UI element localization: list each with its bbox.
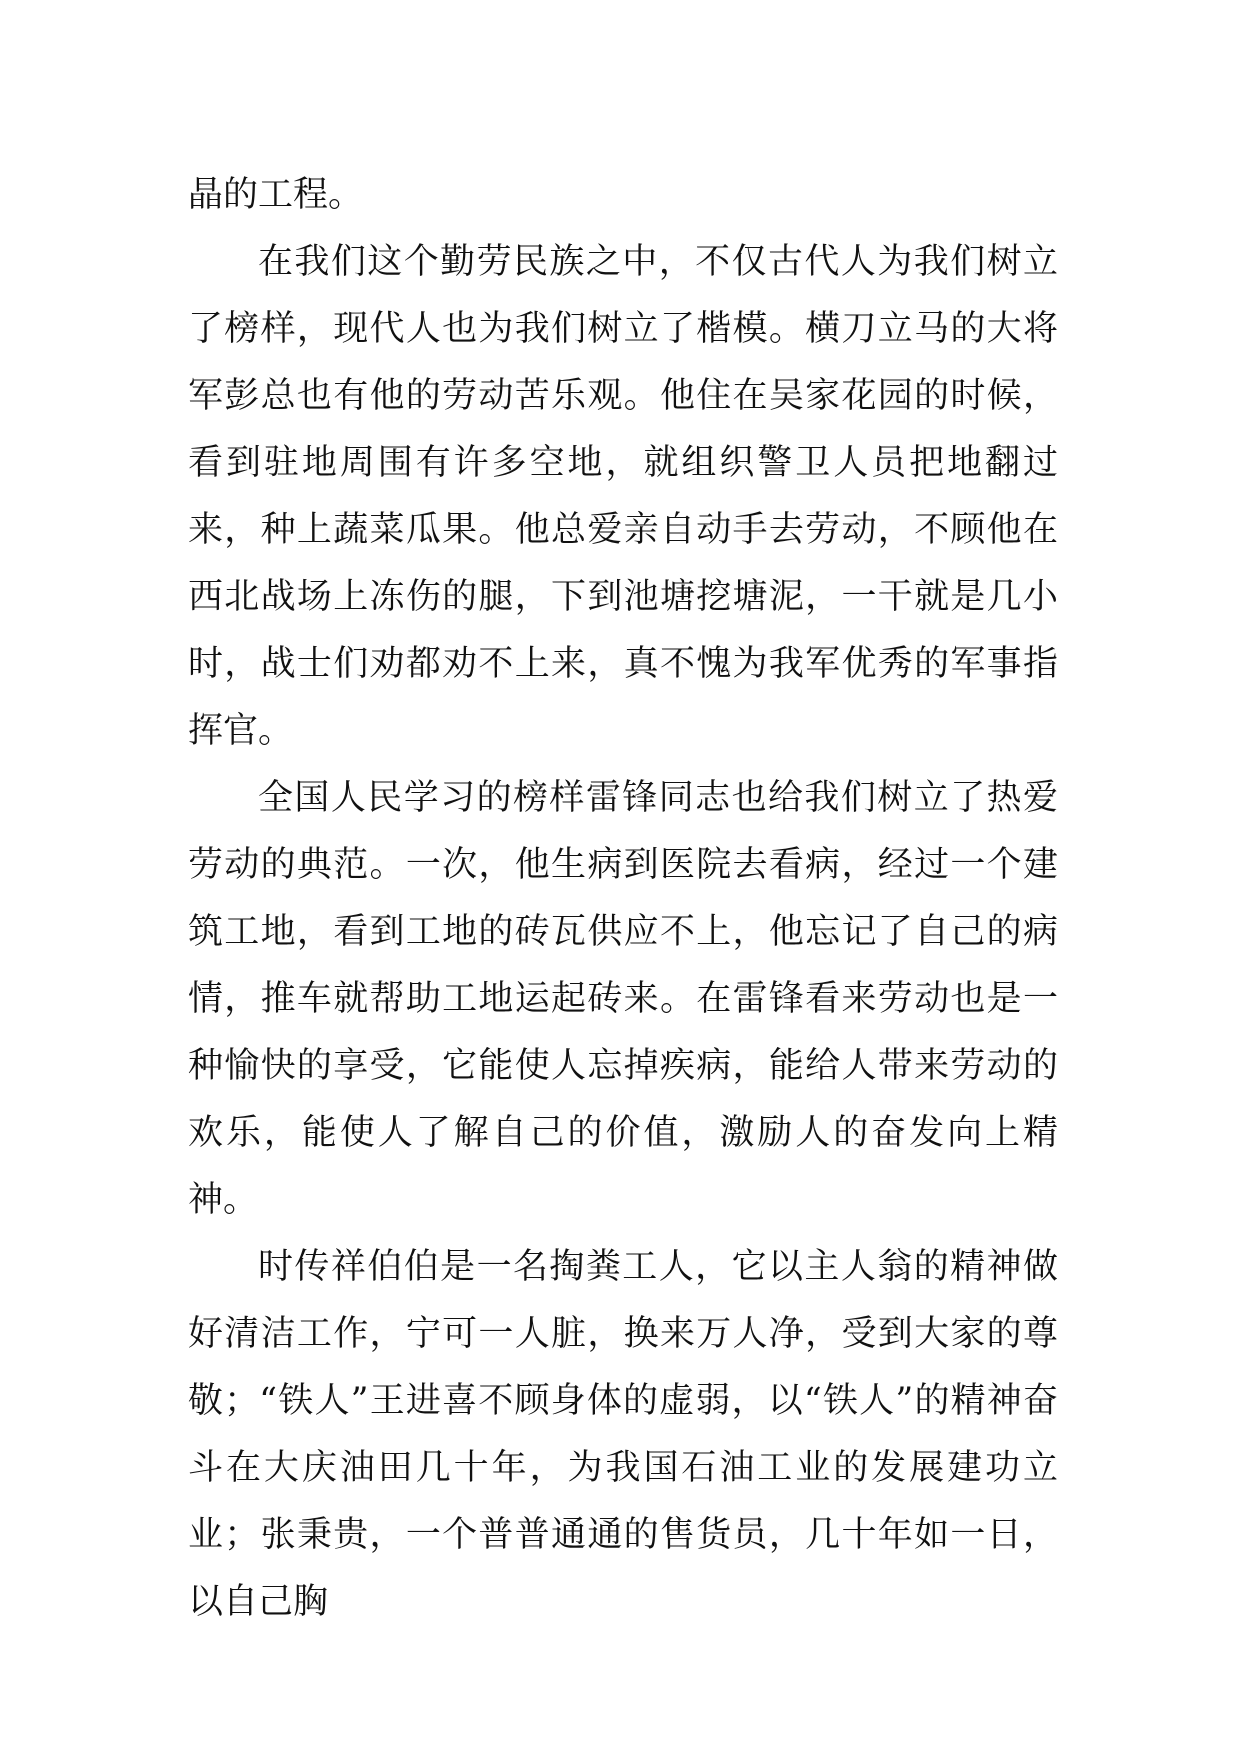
paragraph-shi-chuanxiang: 时传祥伯伯是一名掏粪工人，它以主人翁的精神做好清洁工作，宁可一人脏，换来万人净，受到大家的尊敬；“铁人”王进喜不顾身体的虚弱，以“铁人”的精神奋斗在大庆油田几十年，为我国石油工业的发展建功立业；张秉贵，一个普普通通的售货员，几十年如一日，以自己胸 [188,1247,1058,1622]
paragraph-peng-zong: 在我们这个勤劳民族之中，不仅古代人为我们树立了榜样，现代人也为我们树立了楷模。横刀立马的大将军彭总也有他的劳动苦乐观。他住在吴家花园的时候，看到驻地周围有许多空地，就组织警卫人员把地翻过来，种上蔬菜瓜果。他总爱亲自动手去劳动，不顾他在西北战场上冻伤的腿，下到池塘挖塘泥，一干就是几小时，战士们劝都劝不上来，真不愧为我军优秀的军事指挥官。 [188,242,1058,751]
paragraph-continuation: 晶的工程。 [188,175,364,215]
body-text [188,162,1058,1636]
paragraph-lei-feng: 全国人民学习的榜样雷锋同志也给我们树立了热爱劳动的典范。一次，他生病到医院去看病，经过一个建筑工地，看到工地的砖瓦供应不上，他忘记了自己的病情，推车就帮助工地运起砖来。在雷锋看来劳动也是一种愉快的享受，它能使人忘掉疾病，能给人带来劳动的欢乐，能使人了解自己的价值，激励人的奋发向上精神。 [188,778,1058,1220]
